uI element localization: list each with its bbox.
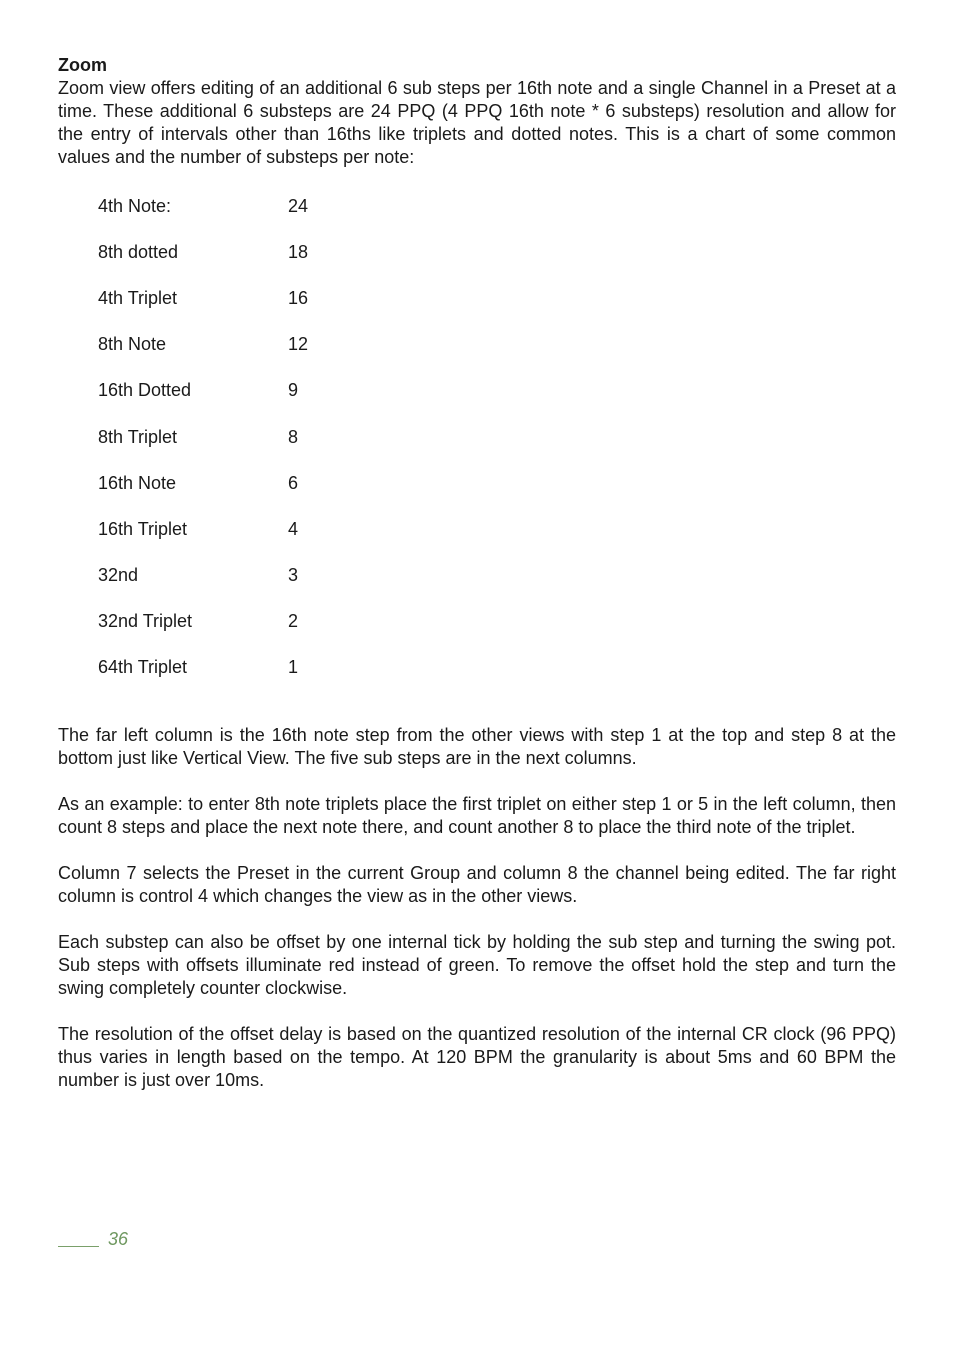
note-label: 8th Triplet — [98, 426, 178, 447]
table-row — [98, 183, 896, 229]
substep-value: 2 — [288, 611, 299, 632]
table-row — [98, 229, 896, 275]
note-label: 8th dotted — [98, 241, 179, 262]
body-paragraph: The resolution of the offset delay is based on the quantized resolution of the internal CR clock (96 PPQ) thus varies in length based on the tempo. At 120 BPM the granularity is about 5ms and 60 BPM the number is just over 10ms. — [58, 1024, 896, 1091]
table-row — [98, 322, 896, 368]
page-number: 36 — [108, 1229, 129, 1249]
section-title: Zoom — [58, 55, 107, 75]
table-row — [98, 368, 896, 414]
substep-value: 8 — [288, 426, 299, 447]
substep-value: 24 — [288, 195, 309, 216]
table-row — [98, 275, 896, 321]
note-label: 4th Note: — [98, 195, 172, 216]
substep-value: 4 — [288, 518, 299, 539]
substep-value: 12 — [288, 334, 309, 355]
note-label: 4th Triplet — [98, 287, 178, 308]
body-paragraph: Each substep can also be offset by one internal tick by holding the sub step and turning the swing pot. Sub steps with offsets illuminate red instead of green. To remove the offset hold the step and turn the swing completely counter clockwise. — [58, 932, 896, 999]
note-label: 16th Note — [98, 472, 177, 493]
table-row — [98, 553, 896, 599]
substep-value: 6 — [288, 472, 299, 493]
table-row — [98, 460, 896, 506]
table-row — [98, 599, 896, 645]
substep-value: 18 — [288, 241, 309, 262]
body-paragraph: Column 7 selects the Preset in the current Group and column 8 the channel being edited. The far right column is control 4 which changes the view as in the other views. — [58, 863, 896, 907]
note-label: 8th Note — [98, 334, 167, 355]
substep-value: 16 — [288, 287, 309, 308]
table-row — [98, 506, 896, 552]
note-label: 32nd Triplet — [98, 611, 193, 632]
intro-paragraph: Zoom view offers editing of an additional 6 sub steps per 16th note and a single Channel in a Preset at a time. These additional 6 substeps are 24 PPQ (4 PPQ 16th note * 6 substeps) resolution and allow for the entry of intervals other than 16ths like triplets and dotted notes. This is a chart of some common values and the number of substeps per note: — [58, 78, 896, 167]
substep-value: 3 — [288, 565, 299, 586]
table-row — [98, 414, 896, 460]
note-label: 16th Dotted — [98, 380, 192, 401]
footer-rule — [58, 1246, 99, 1247]
body-paragraph: The far left column is the 16th note step from the other views with step 1 at the top and step 8 at the bottom just like Vertical View. The five sub steps are in the next columns. — [58, 725, 896, 769]
note-label: 32nd — [98, 565, 139, 586]
page-content — [58, 54, 896, 1092]
substep-value: 1 — [288, 657, 299, 678]
page-footer — [58, 1229, 128, 1250]
substep-value: 9 — [288, 380, 299, 401]
table-row — [98, 645, 896, 691]
note-label: 64th Triplet — [98, 657, 188, 678]
body-paragraph: As an example: to enter 8th note triplets place the first triplet on either step 1 or 5 in the left column, then count 8 steps and place the next note there, and count another 8 to place the third note of the triplet. — [58, 794, 896, 838]
substeps-table — [98, 183, 896, 691]
note-label: 16th Triplet — [98, 518, 188, 539]
